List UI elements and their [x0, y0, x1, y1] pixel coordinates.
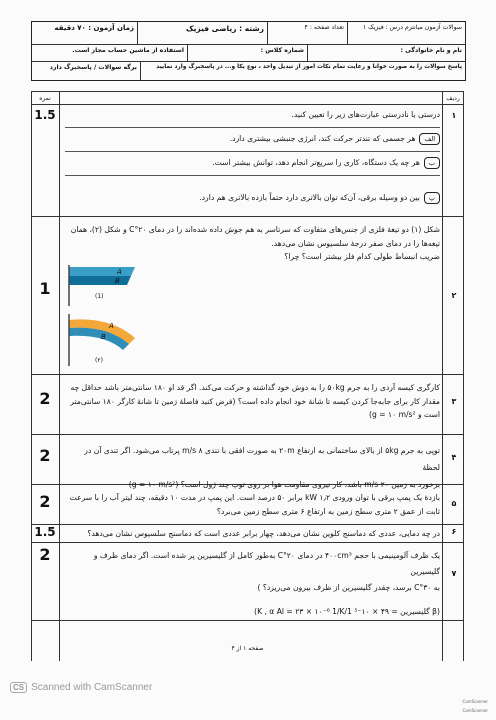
text-column-header: [59, 91, 442, 105]
exam-title: سوالات آزمون میانترم درس : فیزیک ۱: [347, 22, 465, 44]
corner-tag-1: CamScanner: [462, 699, 488, 704]
question-3: [31, 375, 464, 435]
label-a-1: A: [117, 268, 122, 276]
question-line: شکل (۱) دو تیغهٔ فلزی از جنس‌های متفاوت که سرتاسر به هم جوش داده شده‌اند را در دمای ۲۰°C و شکل (۲)، همان: [70, 225, 440, 234]
question-text: [65, 548, 440, 620]
page-footer: صفحه ۱ از ۴: [231, 645, 264, 652]
question-number: ۳: [451, 397, 457, 406]
header-row-3: [32, 62, 465, 80]
part-text: هر چه یک دستگاه، کاری را سریع‌تر انجام دهد، توانش بیشتر است.: [212, 158, 420, 167]
question-line: کارگری کیسه آردی را به جرم ۵۰kg را به دوش خود گذاشته و حرکت می‌کند. اگر قد او ۱۸۰ سانتی‌متر باشد حداقل چه: [70, 383, 440, 392]
bimetal-figure: [65, 262, 145, 372]
question-text: [65, 491, 440, 518]
question-7: [31, 543, 464, 621]
exam-header: [31, 21, 466, 81]
question-number: ۵: [451, 499, 457, 508]
question-line: توپی به جرم ۵kg از بالای ساختمانی به ارتفاع ۲۰m به صورت افقی با تندی ۸ m/s پرتاب می‌شود. اگر تندی آن در لحظهٔ: [84, 446, 440, 472]
header-row-1: [32, 22, 465, 45]
part-divider: [65, 127, 440, 128]
label-a-2: A: [109, 322, 114, 330]
camscanner-watermark: [10, 682, 152, 693]
question-score: 1: [39, 279, 51, 298]
part-divider: [65, 175, 440, 176]
question-number: ۶: [451, 527, 457, 536]
question-number: ۲: [451, 291, 457, 300]
part-be: [65, 156, 440, 170]
part-text: بین دو وسیله برقی، آن‌که توان بالاتری دارد حتماً بازده بالاتری هم دارد.: [199, 193, 420, 202]
figure-1-caption: (1): [95, 293, 104, 300]
camscanner-logo: CS: [10, 682, 27, 693]
pages-label: تعداد صفحه : ۴: [267, 22, 347, 44]
question-score: 2: [39, 492, 51, 511]
calculator-note: استفاده از ماشین حساب مجاز است.: [72, 47, 184, 54]
question-line: مقدار کار برای جابه‌جا کردن کیسه تا شانهٔ خود انجام داده است؟ (فرض کنید فاصلهٔ زمین تا شانهٔ کارگر ۱۸۰ سانتی‌متر: [70, 396, 440, 406]
question-1: [31, 105, 464, 217]
question-number: ۱: [451, 111, 457, 120]
exam-time: زمان آزمون : ۷۰ دقیقه: [54, 24, 134, 32]
question-score: 1.5: [34, 108, 56, 122]
score-column-header: نمره: [31, 91, 59, 105]
question-text: درستی یا نادرستی عبارت‌های زیر را تعیین کنید.: [291, 110, 440, 119]
question-score: 1.5: [34, 525, 56, 539]
question-2: [31, 217, 464, 375]
part-badge: الف: [419, 133, 440, 145]
question-line: به ۳۰°C برسد، چقدر گلیسیرین از ظرف بیرون می‌ریزد؟ ): [257, 583, 440, 592]
question-line: ضریب انبساط طولی کدام فلز بیشتر است؟ چرا؟: [284, 252, 440, 261]
question-line: تیغه‌ها را در دمای صفر درجهٔ سلسیوس نشان می‌دهد.: [271, 238, 440, 248]
question-score: 2: [39, 389, 51, 408]
question-4: [31, 435, 464, 489]
part-badge: ب: [424, 157, 440, 169]
question-line: است و g = ۱۰ m/s²): [369, 410, 440, 419]
figure-2-caption: (۲): [95, 357, 103, 364]
question-number: ۷: [451, 569, 457, 578]
corner-tag-2: CamScanner: [462, 708, 488, 713]
name-label: نام و نام خانوادگی :: [307, 45, 465, 61]
question-text: [65, 223, 440, 264]
answer-instruction: پاسخ سوالات را به صورت خوانا و رعایت تمام نکات امور از تبدیل واحد ، نوع یکا و... در پاسخبرگ وارد نمایید: [140, 62, 465, 80]
part-pe: [65, 191, 440, 205]
question-score: 2: [39, 545, 51, 564]
question-line: ثابت از عمق ۲ متری سطح زمین به ارتفاع ۶ متری سطح زمین می‌برد؟: [216, 506, 440, 516]
question-line: بازدهٔ یک پمپ برقی با توان ورودی ۱٫۲ kW برابر ۵۰ درصد است. این پمپ در مدت ۱۰ دقیقه، چند لیتر آب را با سرعت: [69, 493, 440, 502]
questions-table: [31, 91, 464, 661]
row-column-header: ردیف: [442, 91, 464, 105]
label-b-2: B: [101, 333, 106, 341]
camscanner-text: Scanned with CamScanner: [31, 682, 153, 693]
class-number-label: شماره کلاس :: [187, 45, 307, 61]
field-label: رشته : ریاضی فیزیک: [137, 22, 267, 44]
part-text: هر جسمی که تندتر حرکت کند، انرژی جنبشی بیشتری دارد.: [229, 134, 416, 143]
question-5: [31, 485, 464, 525]
question-line: (β گلیسیرین = ۴۹ × ۱۰⁻⁵ 1/K , α Al = ۲۳ × ۱۰⁻⁶ 1/K): [254, 607, 440, 616]
question-6: [31, 525, 464, 543]
question-line: برخورد به زمین ۲۰ m/s باشد، کار نیروی مقاومت هوا بر روی توپ چند ژول است؟ (g = ۱۰ m/s²): [128, 480, 440, 489]
header-row-2: [32, 45, 465, 62]
sheet-note: برگه سوالات / پاسخبرگ دارد: [49, 64, 137, 71]
question-text: در چه دمایی، عددی که دماسنج کلوین نشان می‌دهد، چهار برابر عددی است که دماسنج سلسیوس نشان می‌دهد؟: [87, 529, 440, 538]
question-number: ۴: [451, 453, 457, 462]
question-line: یک ظرف آلومینیمی با حجم ۴۰۰cm³ در دمای ۲۰°C به‌طور کامل از گلیسیرین پر شده است. اگر دمای ظرف و گلیسیرین: [93, 551, 440, 576]
part-divider: [65, 151, 440, 152]
question-score: 2: [39, 446, 51, 465]
question-text: [65, 381, 440, 422]
label-b-1: B: [115, 277, 120, 285]
part-alef: [65, 132, 440, 146]
part-badge: پ: [424, 192, 440, 204]
exam-sheet: [31, 21, 466, 666]
